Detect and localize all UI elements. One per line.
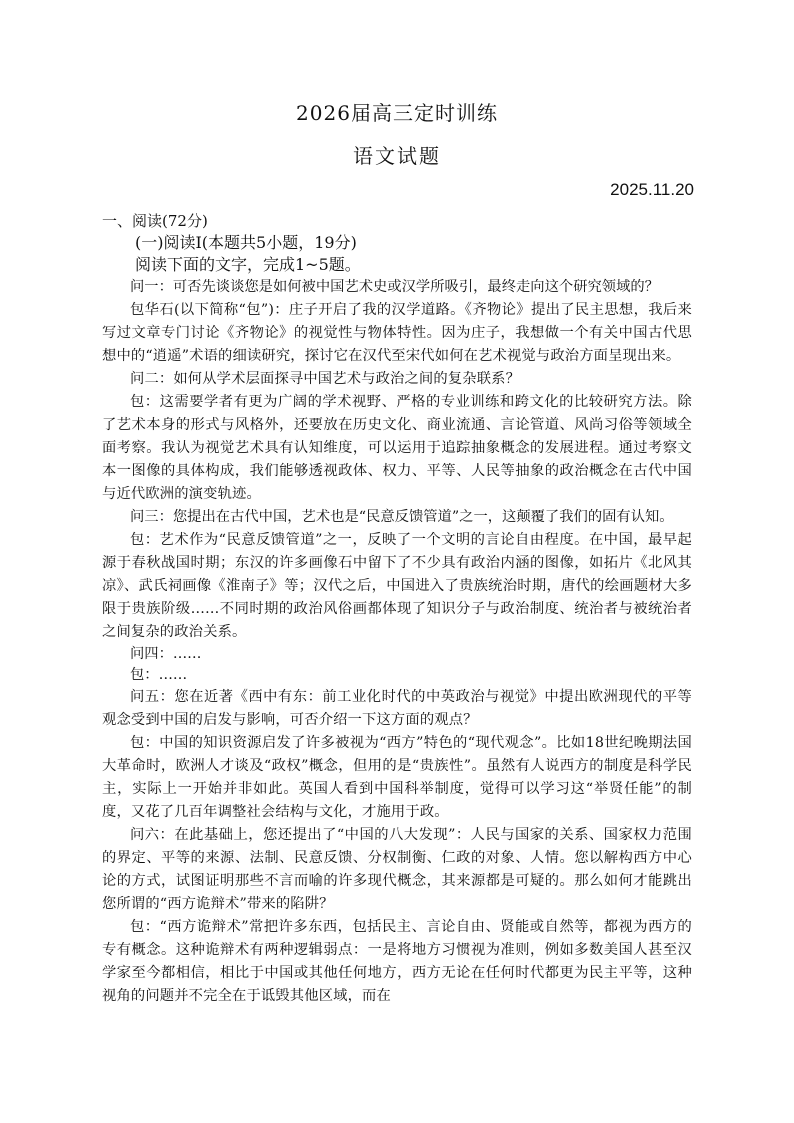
reading-instruction: 阅读下面的文字，完成1~5题。 <box>135 255 361 274</box>
answer-3: 包：艺术作为“民意反馈管道”之一，反映了一个文明的言论自由程度。在中国，最早起源于春秋战国时期；东汉的许多画像石中留下了不少具有政治内涵的图像，如拓片《北风其凉》、武氏祠画像《淮南子》等；汉代之后，中国进入了贵族统治时期，唐代的绘画题材大多限于贵族阶级……不同时期的政治风俗画都体现了知识分子与政治制度、统治者与被统治者之间复杂的政治关系。 <box>102 532 692 640</box>
exam-date: 2025.11.20 <box>610 180 694 199</box>
exam-body <box>102 210 692 1008</box>
section-heading: 一、阅读(72分) <box>102 212 208 230</box>
exam-subtitle: 语文试题 <box>353 144 441 168</box>
question-6: 问六：在此基础上，您还提出了“中国的八大发现”：人民与国家的关系、国家权力范围的界定、平等的来源、法制、民意反馈、分权制衡、仁政的对象、人情。您以解构西方中心论的方式，试图证明那些不言而喻的许多现代概念，其来源都是可疑的。那么如何才能跳出您所谓的“西方诡辩术”带来的陷阱？ <box>102 827 692 912</box>
question-5: 问五：您在近著《西中有东：前工业化时代的中英政治与视觉》中提出欧洲现代的平等观念受到中国的启发与影响，可否介绍一下这方面的观点？ <box>102 689 692 728</box>
section-subheading: (一)阅读Ⅰ(本题共5小题，19分) <box>135 233 357 252</box>
answer-1: 包华石(以下简称“包”)：庄子开启了我的汉学道路。《齐物论》提出了民主思想，我后来写过文章专门讨论《齐物论》的视觉性与物体特性。因为庄子，我想做一个有关中国古代思想中的“逍遥”术语的细读研究，探讨它在汉代至宋代如何在艺术视觉与政治方面呈现出来。 <box>102 302 692 364</box>
question-2: 问二：如何从学术层面探寻中国艺术与政治之间的复杂联系？ <box>130 371 521 387</box>
question-3: 问三：您提出在古代中国，艺术也是“民意反馈管道”之一，这颠覆了我们的固有认知。 <box>130 509 674 525</box>
answer-2: 包：这需要学者有更为广阔的学术视野、严格的专业训练和跨文化的比较研究方法。除了艺术本身的形式与风格外，还要放在历史文化、商业流通、言论管道、风尚习俗等领域全面考察。我认为视觉艺术具有认知维度，可以运用于追踪抽象概念的发展进程。通过考察文本一图像的具体构成，我们能够透视政体、权力、平等、人民等抽象的政治概念在古代中国与近代欧洲的演变轨迹。 <box>102 394 692 502</box>
question-1: 问一：可否先谈谈您是如何被中国艺术史或汉学所吸引，最终走向这个研究领域的？ <box>130 279 659 295</box>
answer-4: 包：…… <box>130 667 188 683</box>
answer-5: 包：中国的知识资源启发了许多被视为“西方”特色的“现代观念”。比如18世纪晚期法国大革命时，欧洲人才谈及“政权”概念，但用的是“贵族性”。虽然有人说西方的制度是科学民主，实际上一开始并非如此。英国人看到中国科举制度，觉得可以学习这“举贤任能”的制度，又花了几百年调整社会结构与文化，才施用于政。 <box>102 735 692 820</box>
answer-6: 包：“西方诡辩术”常把许多东西，包括民主、言论自由、贤能或自然等，都视为西方的专有概念。这种诡辩术有两种逻辑弱点：一是将地方习惯视为准则，例如多数美国人甚至汉学家至今都相信，相比于中国或其他任何地方，西方无论在任何时代都更为民主平等，这种视角的问题并不完全在于诋毁其他区域，而在 <box>102 919 692 1004</box>
exam-title: 2026届高三定时训练 <box>296 101 498 125</box>
question-4: 问四：…… <box>130 646 202 662</box>
